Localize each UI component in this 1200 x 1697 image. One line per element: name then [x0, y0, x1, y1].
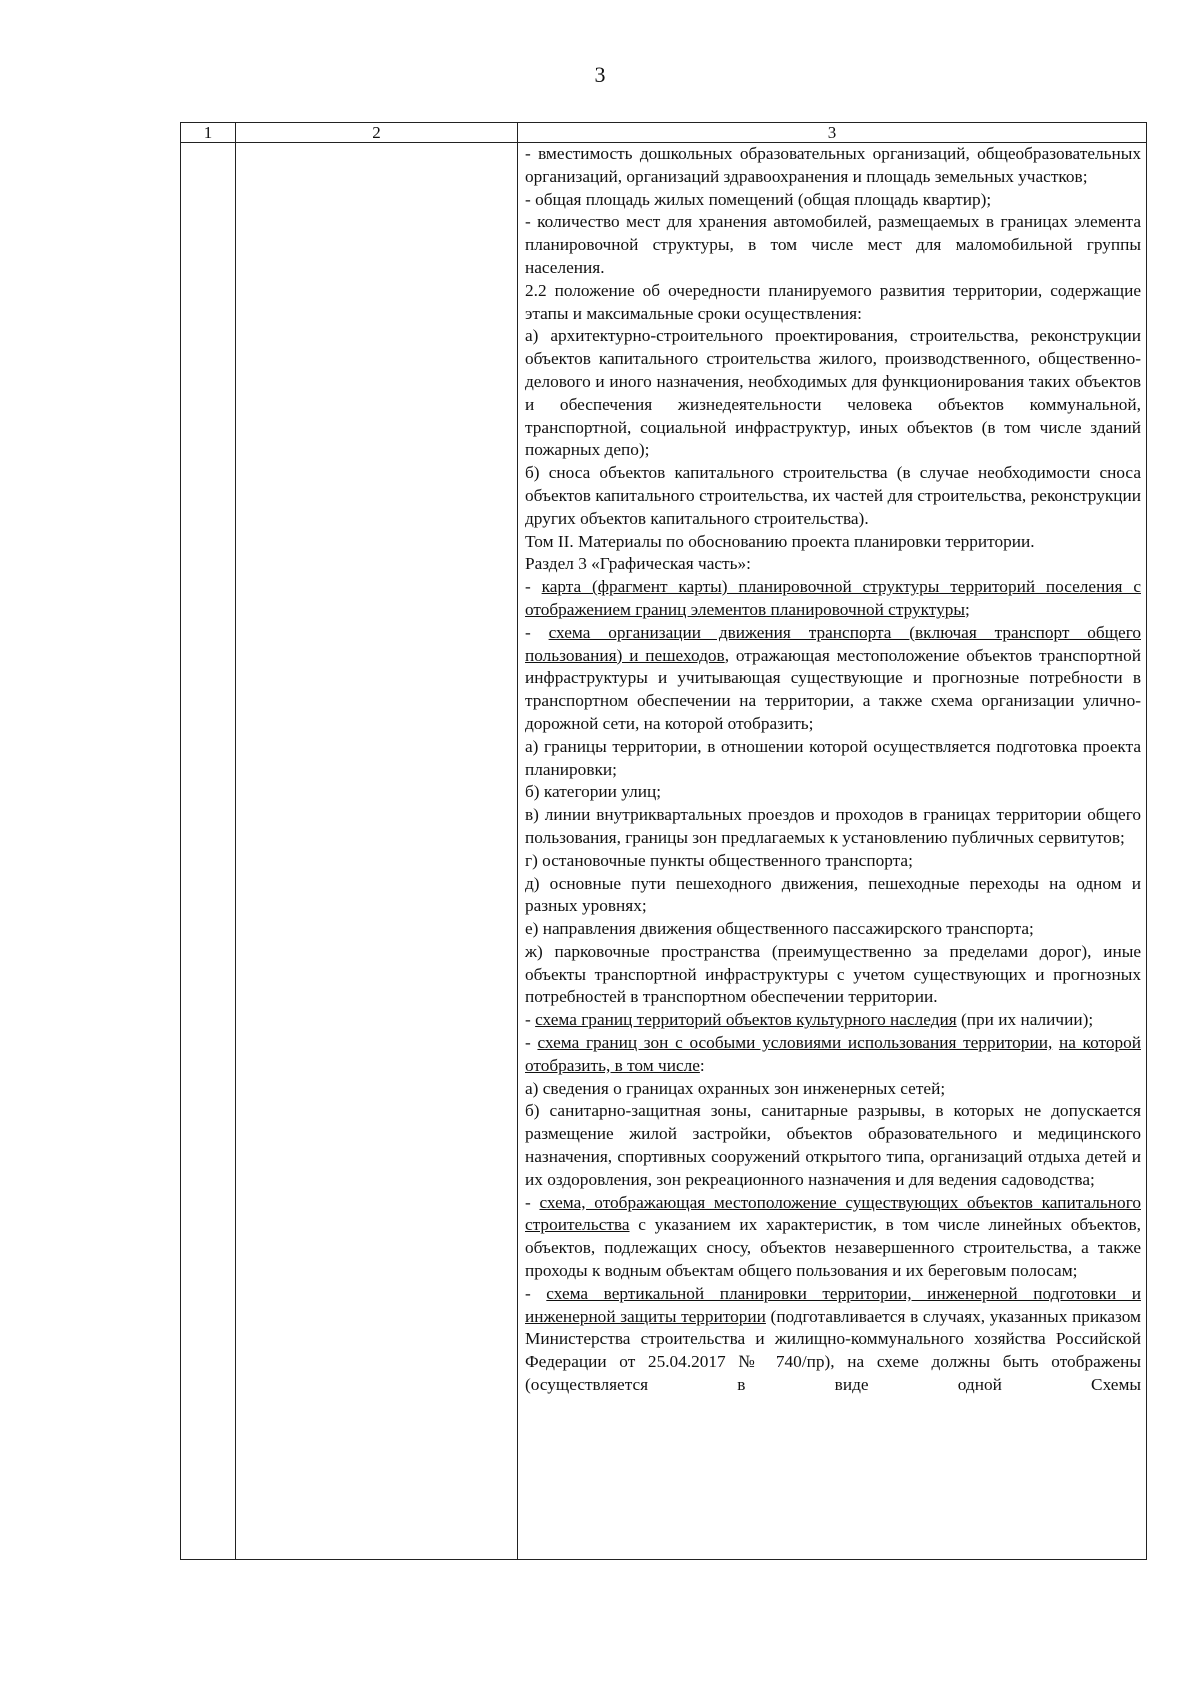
text-run: пользования и их береговым полосам; — [796, 1261, 1078, 1281]
paragraph — [525, 325, 1141, 462]
text-run: : — [699, 1055, 705, 1075]
paragraph — [525, 1283, 1141, 1397]
text-run: в) линии внутриквартальных проездов и проходов в границах территории общего пользования, границы зон предлагаемых — [525, 805, 1141, 847]
paragraph: г) остановочные пункты общественного транспорта; — [525, 850, 913, 870]
paragraph: а) сведения о границах охранных зон инженерных сетей; — [525, 1078, 946, 1098]
section-content — [518, 143, 1146, 1559]
text-run: и прогнозных потребностей в транспортном обеспечении территории. — [525, 964, 1142, 1007]
text-run: - вместимость дошкольных образовательных организаций, общеобразовательных организаций, организаций здравоохранения — [525, 144, 1141, 186]
paragraph: е) направления движения общественного пассажирского транспорта; — [525, 919, 1034, 939]
paragraph — [525, 804, 1141, 850]
underlined-text: схема границ территорий объектов культурного наследия — [535, 1010, 957, 1030]
underlined-text: схема организации движения транспорта (включая транспорт общего пользования) и пешеходов — [525, 622, 1141, 665]
underlined-text: схема границ зон с особыми условиями использования территории, — [537, 1033, 1053, 1053]
text-run: с указанием их характеристик, в том числе линейных объектов, объектов, подлежащих сносу, объектов незавершенного строительства, а также проходы к водным объектам общего — [525, 1215, 1141, 1281]
text-run: подготовка проекта планировки; — [525, 736, 1141, 779]
text-run: пожарных депо); — [525, 440, 650, 460]
underlined-text: карта (фрагмент карты) планировочной структуры территорий поселения с отображением границ элементов планировочной структуры — [525, 577, 1141, 619]
column-header-3: 3 — [518, 123, 1147, 143]
text-run: строительства). — [754, 508, 869, 528]
text-run: - — [525, 1033, 538, 1053]
paragraph — [525, 941, 1141, 1009]
section-title: Раздел 3 «Графическая часть»: — [525, 554, 751, 574]
column-header-2: 2 — [236, 123, 518, 143]
paragraph: - общая площадь жилых помещений (общая площадь квартир); — [525, 189, 992, 209]
text-run: а) архитектурно-строительного проектирования, строительства, реконструкции объектов капитального строительства жилого, производственного, общественно-делового и иного назначения, необходимых для функционирования таких объектов и обеспечения жизнедеятельности человека объектов коммунальной, транспортной, социальной инфраструктур, иных объектов (в том числе зданий — [525, 326, 1141, 437]
text-run: д) основные пути пешеходного движения, пешеходные переходы — [525, 873, 1040, 893]
text-run: к установлению публичных сервитутов; — [829, 827, 1125, 847]
cell-col-1 — [181, 143, 236, 1560]
text-run: - — [525, 1283, 547, 1303]
underlined-text: на которой отобразить, в том числе — [525, 1033, 1141, 1075]
text-run: ж) парковочные пространства (преимущественно за пределами дорог), иные объекты транспортной инфраструктуры с учетом существующих — [525, 941, 1141, 984]
paragraph — [525, 622, 1141, 736]
text-run: - — [525, 577, 542, 597]
paragraph — [525, 1009, 1141, 1032]
paragraph — [525, 873, 1141, 919]
text-run: - — [525, 1010, 536, 1030]
text-run: назначения и для ведения садоводства; — [808, 1169, 1095, 1189]
paragraph — [525, 143, 1141, 189]
cell-col-3 — [518, 143, 1147, 1560]
paragraph — [525, 1032, 1141, 1078]
volume-title: Том II. Материалы по обоснованию проекта планировки территории. — [525, 531, 1035, 551]
text-run: - — [525, 1192, 540, 1212]
table-header-row — [181, 123, 1147, 143]
text-run: (подготавливается в случаях, указанных приказом Министерства строительства и жилищно-коммунального хозяйства Российской Федерации от 25.04.2017 № 740/пр), на схеме должны быть отображены (осуществляется в виде одной Схемы — [525, 1306, 1141, 1395]
text-run: на одном и разных уровнях; — [525, 873, 1141, 916]
page-number: 3 — [594, 62, 606, 87]
text-run: - — [525, 622, 549, 642]
text-run: (при их наличии); — [961, 1010, 1094, 1030]
text-run: ; — [965, 599, 970, 619]
paragraph — [525, 1100, 1141, 1191]
text-run: б) санитарно-защитная зоны, санитарные разрывы, в которых не допускается размещение жилой застройки, объектов образовательного и медицинского назначения, спортивных сооружений открытого типа, организаций отдыха детей и их оздоровления, зон рекреационного — [525, 1101, 1141, 1189]
text-run: содержащие этапы и максимальные сроки осуществления: — [525, 280, 1141, 323]
paragraph — [525, 462, 1141, 530]
paragraph: б) категории улиц; — [525, 782, 662, 802]
table-body-row — [181, 143, 1147, 1560]
column-header-1: 1 — [181, 123, 236, 143]
underlined-text: схема вертикальной планировки территории, инженерной подготовки и инженерной защиты территории — [525, 1283, 1141, 1326]
text-run: и площадь земельных участков; — [852, 166, 1088, 186]
paragraph — [525, 280, 1141, 326]
text-run: , отражающая местоположение объектов транспортной инфраструктуры и учитывающая существующие и прогнозные потребности в транспортном обеспечении на территории, а также схема организации улично-дорожной сети, на которой — [525, 645, 1142, 733]
text-run: группы населения. — [525, 235, 1141, 277]
paragraph — [525, 576, 1141, 622]
cell-col-2 — [236, 143, 518, 1560]
text-run: а) границы территории, в отношении которой осуществляется — [525, 736, 991, 756]
text-run: 2.2 положение об очередности планируемого развития территории, — [525, 280, 1043, 300]
paragraph — [525, 736, 1141, 782]
paragraph — [525, 211, 1141, 279]
text-run: - количество мест для хранения автомобилей, размещаемых в границах элемента планировочной структуры, в том числе мест для маломобильной — [525, 212, 1141, 255]
paragraph — [525, 1192, 1141, 1283]
text-run: отобразить; — [727, 713, 814, 733]
text-run: б) сноса объектов капитального строительства (в случае необходимости сноса объектов капитального строительства, их частей для строительства, реконструкции других объектов капитального — [525, 463, 1141, 528]
underlined-text: схема, отображающая местоположение существующих объектов капитального строительства — [525, 1192, 1141, 1235]
document-table — [180, 122, 1147, 1560]
